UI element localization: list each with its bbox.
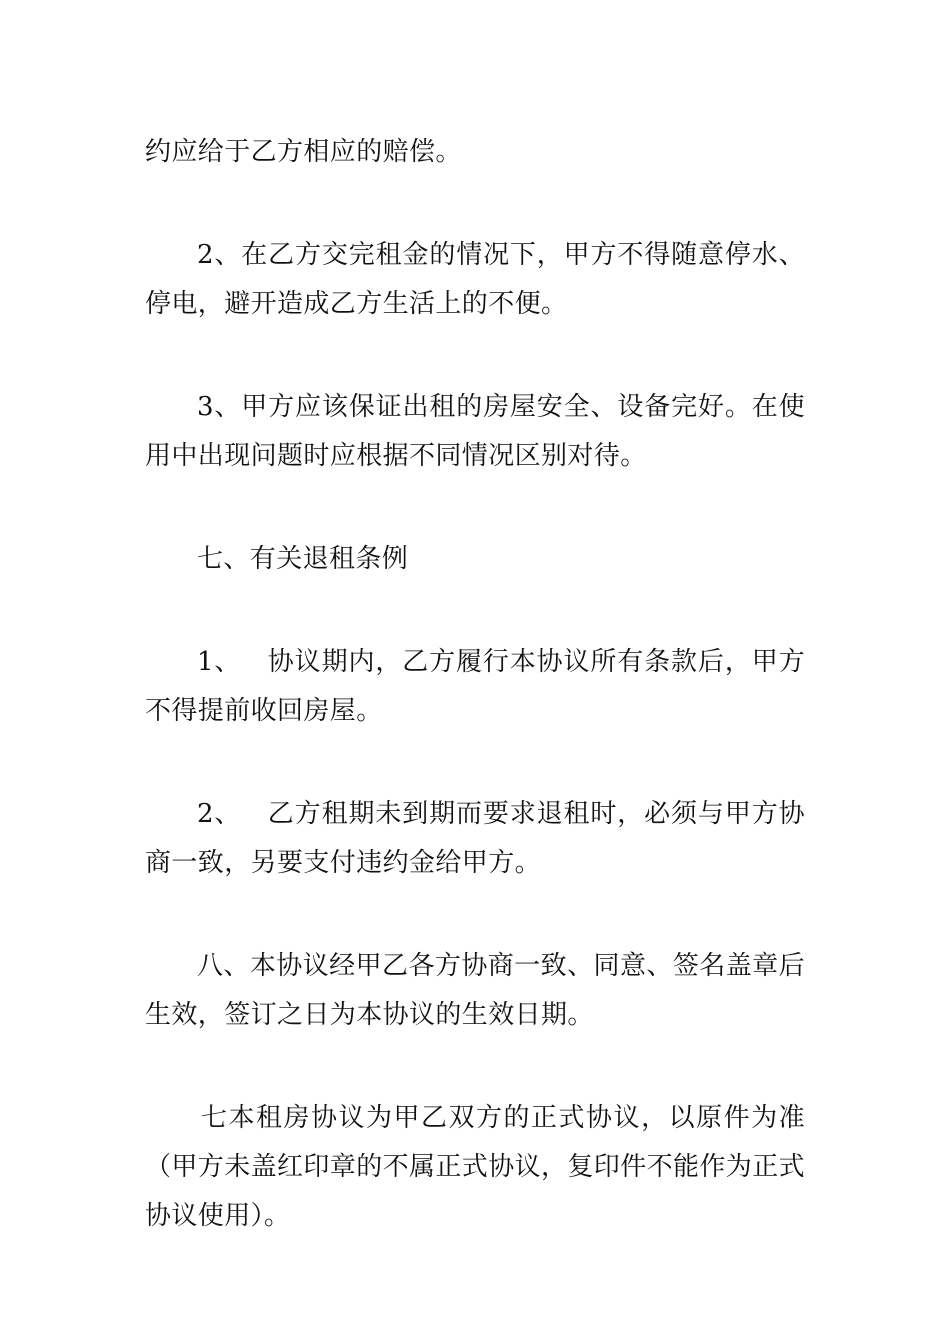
paragraph-compensation-end: 约应给于乙方相应的赔偿。 [145,137,462,167]
clause-number: 1、 [197,647,242,677]
paragraph-termination-clause-1 [145,638,805,736]
clause-number: 2、 [197,799,242,829]
paragraph-effective-date-clause: 八、本协议经甲乙各方协商一致、同意、签名盖章后生效，签订之日为本协议的生效日期。 [145,951,805,1030]
paragraph-house-safety-clause: 3、甲方应该保证出租的房屋安全、设备完好。在使用中出现问题时应根据不同情况区别对待。 [145,392,805,471]
paragraph-official-agreement-clause: 七本租房协议为甲乙双方的正式协议，以原件为准（甲方未盖红印章的不属正式协议，复印件不能作为正式协议使用）。 [145,1103,806,1231]
clause-text: 协议期内，乙方履行本协议所有条款后，甲方不得提前收回房屋。 [145,647,805,726]
paragraph-termination-clause-2 [145,790,805,888]
section-heading-termination: 七、有关退租条例 [197,544,409,574]
clause-text: 乙方租期未到期而要求退租时，必须与甲方协商一致，另要支付违约金给甲方。 [145,799,805,878]
paragraph-utilities-clause: 2、在乙方交完租金的情况下，甲方不得随意停水、停电，避开造成乙方生活上的不便。 [145,240,805,319]
